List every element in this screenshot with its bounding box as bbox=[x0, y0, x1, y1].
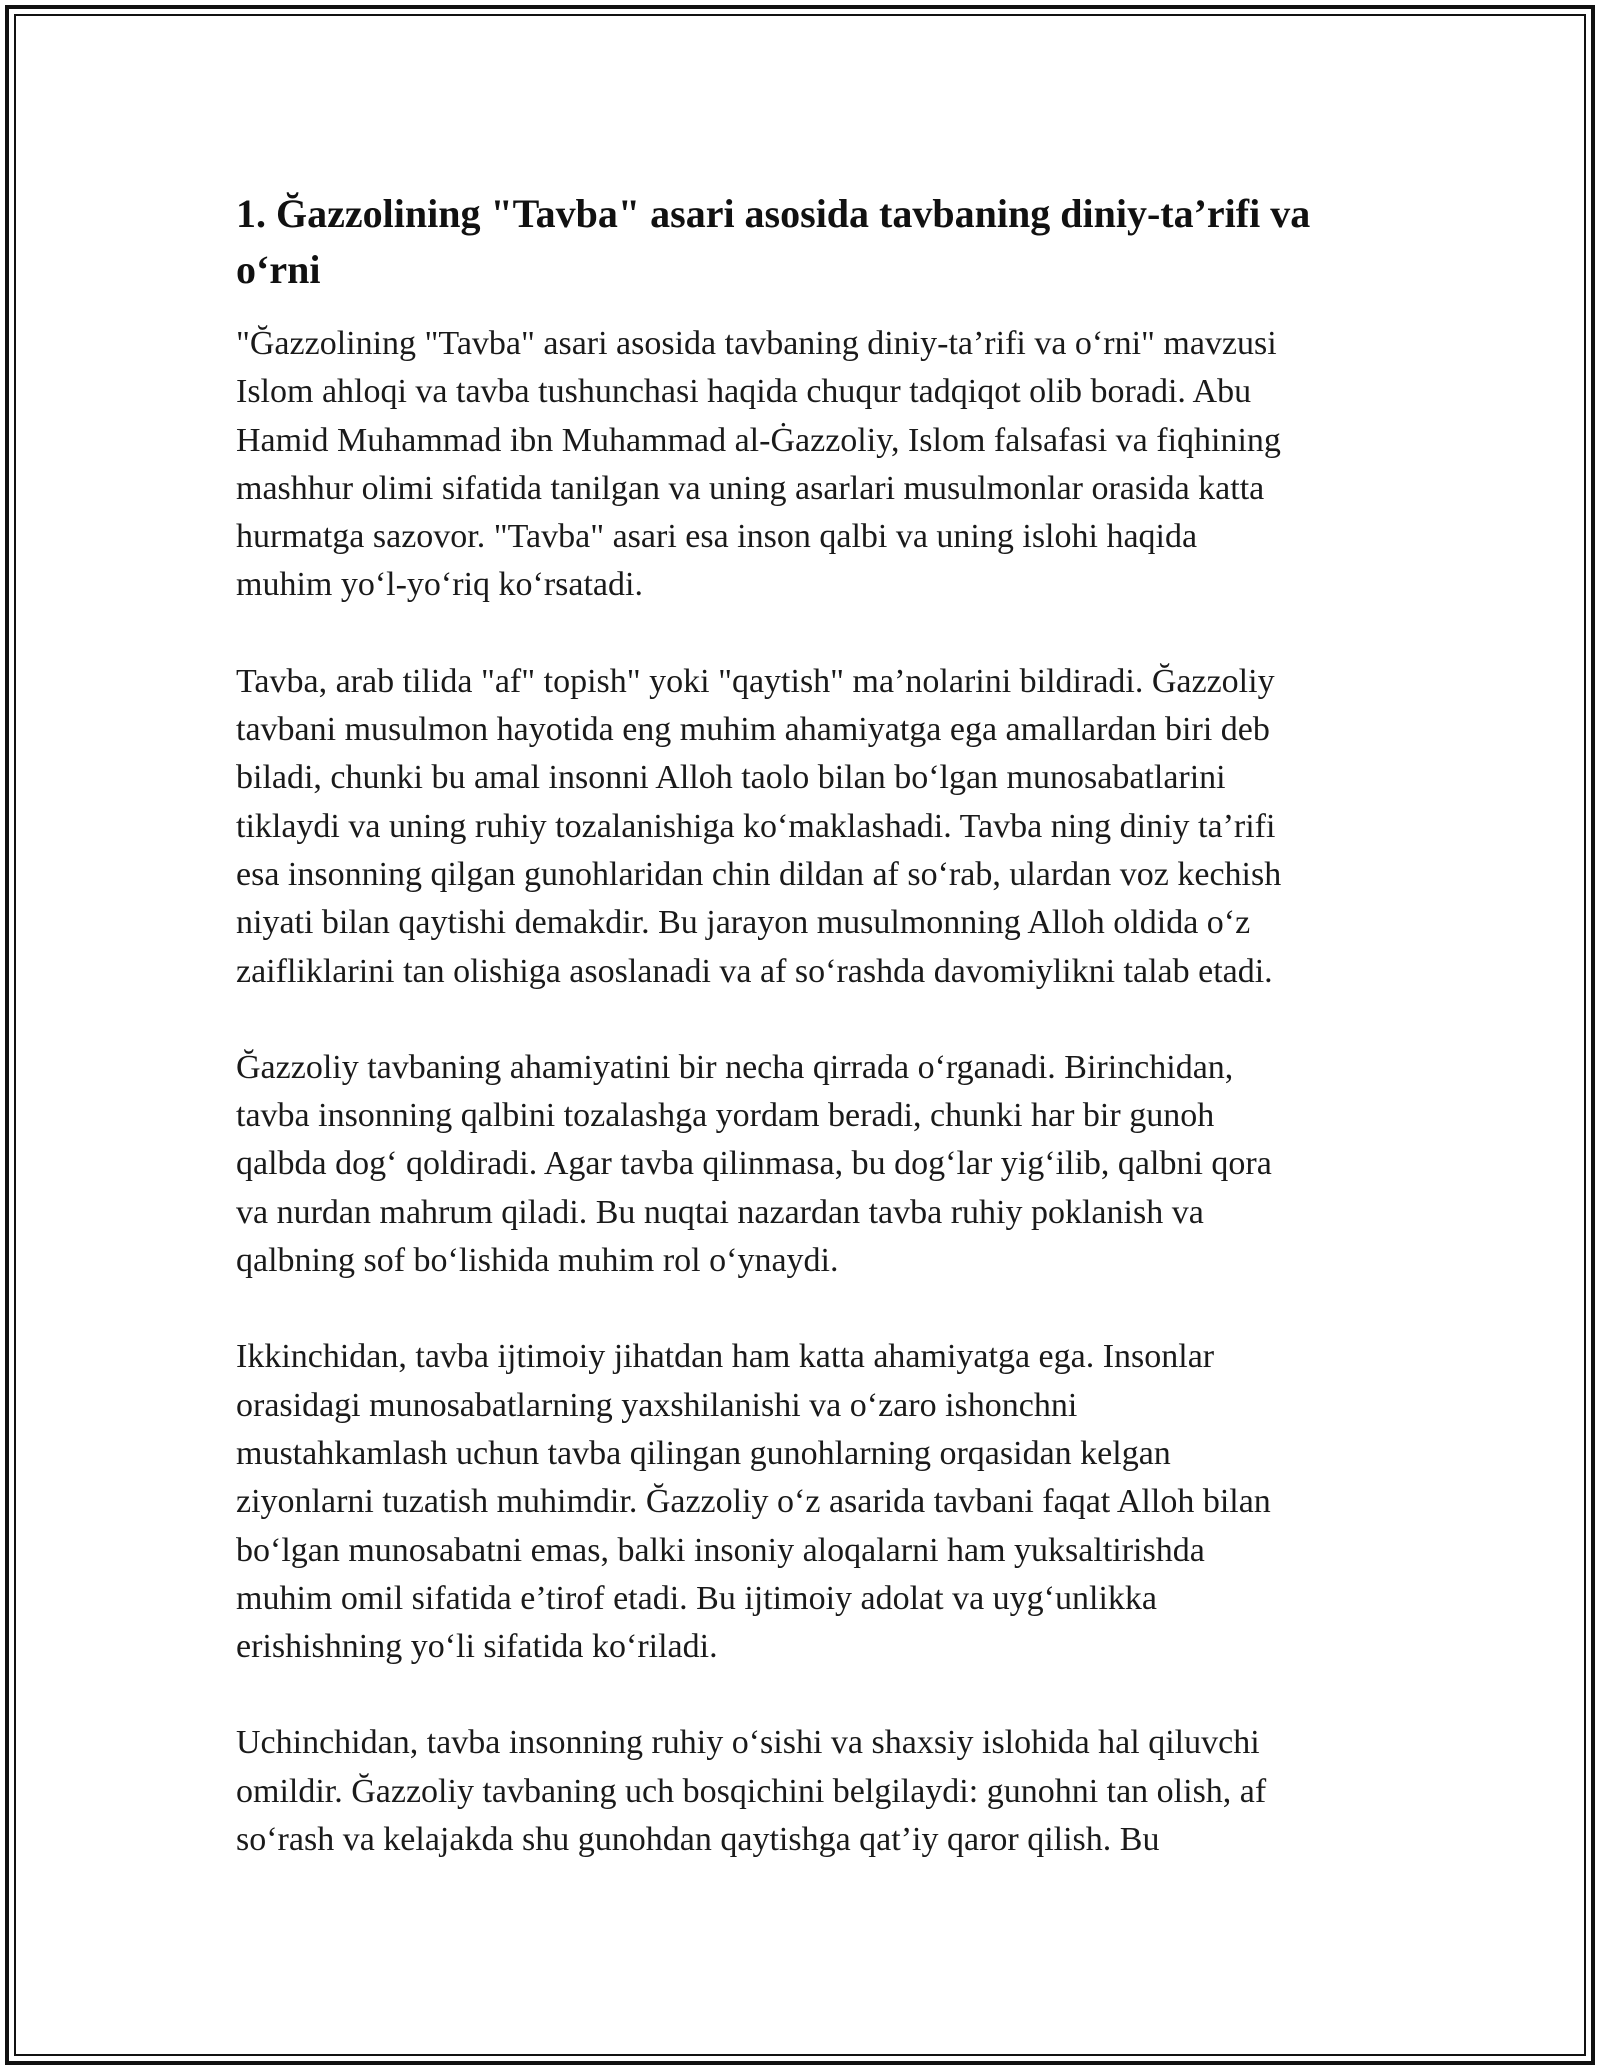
text-line: Islom ahloqi va tavba tushunchasi haqida chuqur tadqiqot olib boradi. Abu bbox=[236, 373, 1252, 411]
text-line: qalbning sof bo‘lishida muhim rol o‘ynaydi. bbox=[236, 1242, 839, 1280]
text-line: va nurdan mahrum qiladi. Bu nuqtai nazardan tavba ruhiy poklanish va bbox=[236, 1193, 1204, 1231]
text-line: muhim yo‘l-yo‘riq ko‘rsatadi. bbox=[236, 566, 643, 604]
text-line: tavbani musulmon hayotida eng muhim ahamiyatga ega amallardan biri deb bbox=[236, 711, 1270, 749]
paragraph-4 bbox=[236, 1333, 1386, 1671]
text-line: Ğazzoliy tavbaning ahamiyatini bir necha qirrada o‘rganadi. Birinchidan, bbox=[236, 1048, 1234, 1086]
heading-line: 1. Ğazzolining "Tavba" asari asosida tavbaning diniy-ta’rifi va bbox=[236, 191, 1311, 236]
text-line: tavba insonning qalbini tozalashga yordam beradi, chunki har bir gunoh bbox=[236, 1097, 1215, 1135]
text-line: mashhur olimi sifatida tanilgan va uning asarlari musulmonlar orasida katta bbox=[236, 469, 1265, 507]
document-body bbox=[236, 186, 1386, 1864]
paragraph-2 bbox=[236, 658, 1386, 996]
text-line: niyati bilan qaytishi demakdir. Bu jarayon musulmonning Alloh oldida o‘z bbox=[236, 904, 1251, 942]
text-line: Hamid Muhammad ibn Muhammad al-Ġazzoliy, Islom falsafasi va fiqhining bbox=[236, 421, 1281, 459]
text-line: qalbda dog‘ qoldiradi. Agar tavba qilinmasa, bu dog‘lar yig‘ilib, qalbni qora bbox=[236, 1145, 1272, 1183]
text-line: esa insonning qilgan gunohlaridan chin dildan af so‘rab, ulardan voz kechish bbox=[236, 855, 1282, 893]
text-line: biladi, chunki bu amal insonni Alloh taolo bilan bo‘lgan munosabatlarini bbox=[236, 759, 1226, 797]
text-line: bo‘lgan munosabatni emas, balki insoniy aloqalarni ham yuksaltirishda bbox=[236, 1531, 1205, 1569]
text-line: zaifliklarini tan olishiga asoslanadi va af so‘rashda davomiylikni talab etadi. bbox=[236, 952, 1273, 990]
text-line: tiklaydi va uning ruhiy tozalanishiga ko‘maklashadi. Tavba ning diniy ta’rifi bbox=[236, 807, 1276, 845]
paragraph-5 bbox=[236, 1719, 1386, 1864]
text-line: "Ğazzolining "Tavba" asari asosida tavbaning diniy-ta’rifi va o‘rni" mavzusi bbox=[236, 325, 1277, 362]
section-heading bbox=[236, 186, 1386, 298]
text-line: orasidagi munosabatlarning yaxshilanishi va o‘zaro ishonchni bbox=[236, 1386, 1078, 1424]
text-line: Ikkinchidan, tavba ijtimoiy jihatdan ham katta ahamiyatga ega. Insonlar bbox=[236, 1338, 1215, 1376]
paragraph-3 bbox=[236, 1044, 1386, 1285]
text-line: ziyonlarni tuzatish muhimdir. Ğazzoliy o‘z asarida tavbani faqat Alloh bilan bbox=[236, 1483, 1271, 1521]
text-line: omildir. Ğazzoliy tavbaning uch bosqichini belgilaydi: gunohni tan olish, af bbox=[236, 1772, 1267, 1810]
text-line: Uchinchidan, tavba insonning ruhiy o‘sishi va shaxsiy islohida hal qiluvchi bbox=[236, 1724, 1260, 1762]
text-line: hurmatga sazovor. "Tavba" asari esa inson qalbi va uning islohi haqida bbox=[236, 518, 1198, 556]
text-line: muhim omil sifatida e’tirof etadi. Bu ijtimoiy adolat va uyg‘unlikka bbox=[236, 1579, 1157, 1617]
paragraph-1 bbox=[236, 320, 1386, 610]
text-line: Tavba, arab tilida "af" topish" yoki "qaytish" ma’nolarini bildiradi. Ğazzoliy bbox=[236, 662, 1275, 700]
heading-line: o‘rni bbox=[236, 247, 321, 292]
text-line: erishishning yo‘li sifatida ko‘riladi. bbox=[236, 1628, 718, 1666]
text-line: mustahkamlash uchun tavba qilingan gunohlarning orqasidan kelgan bbox=[236, 1434, 1171, 1472]
text-line: so‘rash va kelajakda shu gunohdan qaytishga qat’iy qaror qilish. Bu bbox=[236, 1821, 1160, 1859]
